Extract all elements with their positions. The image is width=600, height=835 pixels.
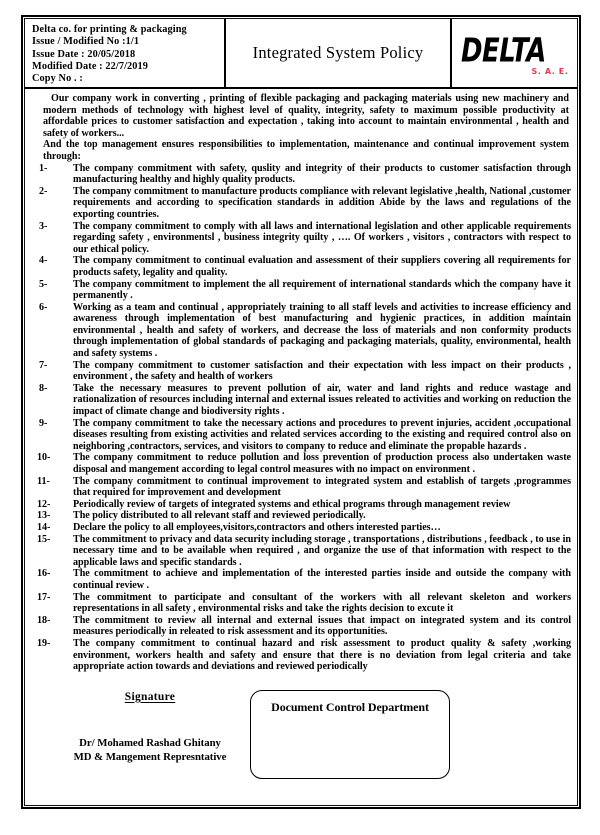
policy-item-number: 3- (39, 220, 48, 232)
header-modified-date: Modified Date : 22/7/2019 (32, 60, 149, 72)
policy-item-text: The company commitment with safety, quslity and integrity of their products to customer satisfaction through manufacturing healthy and highly quality products. (73, 162, 571, 186)
document-page (24, 18, 578, 806)
policy-item-text: The company commitment to implement the all requirement of international standards which the company have it permanently . (73, 278, 571, 302)
management-responsibility-line: And the top management ensures responsibilities to implementation, maintenance and continual improvement system through: (43, 139, 569, 162)
header-copy-no: Copy No . : (32, 73, 83, 85)
signer-name: Dr/ Mohamed Rashad Ghitany (79, 736, 221, 749)
policy-item-number: 1- (39, 162, 48, 174)
policy-item-number: 6- (39, 301, 48, 313)
policy-item-number: 4- (39, 255, 48, 267)
header-company-identity-cell (25, 19, 226, 87)
policy-item-text: Declare the policy to all employees,visitors,contractors and others interested parties… (73, 521, 441, 533)
policy-item-number: 17- (37, 591, 51, 603)
header-logo-cell (452, 19, 577, 87)
policy-item (31, 302, 571, 360)
signature-block (45, 687, 255, 764)
header-title-cell (226, 19, 452, 87)
policy-item-number: 14- (37, 521, 51, 533)
policy-item-text: The company commitment to continual improvement to integrated system and establish of targets ,programmes that required for improvement and development (73, 475, 571, 499)
policy-item-text: Take the necessary measures to prevent pollution of air, water and land rights and reduce wastage and rationalization of resources including internal and external issues releated to activities and working on reduction the impact of climate change and biodiversity rights . (73, 382, 571, 418)
policy-item (31, 383, 571, 418)
policy-item (31, 522, 571, 534)
policy-item (31, 452, 571, 475)
policy-item (31, 534, 571, 569)
policy-item (31, 568, 571, 591)
policy-item (31, 418, 571, 453)
header-company-name: Delta co. for printing & packaging (32, 24, 187, 35)
policy-item-text: The commitment to review all internal and external issues that impact on integrated system and its control measures periodically in releated to risk assessment and its opportunities. (73, 614, 571, 638)
document-control-department-title: Document Control Department (271, 699, 429, 714)
policy-item (31, 221, 571, 256)
policy-item (31, 615, 571, 638)
policy-item-text: The company commitment to continual evaluation and assessment of their suppliers covering all requirements for products safety, legality and quality. (73, 255, 571, 278)
document-header-table (25, 19, 577, 89)
intro-paragraph: Our company work in converting , printing of flexible packaging and packaging materials using new machinery and modern methods of technology with highest level of quality, integrity, safety to maximum possible productivity at affordable prices to customer satisfaction and expectation , taking into account to maintain environmental , health and safety of workers... (43, 93, 569, 139)
policy-item-number: 10- (37, 452, 51, 464)
policy-item-number: 16- (37, 568, 51, 580)
policy-item-text: The commitment to achieve and implementation of the interested parties inside and outside the company with continual review . (73, 568, 571, 591)
policy-item (31, 360, 571, 383)
signature-label: Signature (124, 690, 176, 703)
policy-item-number: 9- (39, 417, 48, 429)
policy-item-number: 15- (37, 533, 51, 545)
policy-item (31, 186, 571, 221)
policy-item (31, 476, 571, 499)
policy-item-text: The company commitment to customer satisfaction and their expectation with less impact on their products , environment , the safety and health of workers (73, 359, 571, 383)
policy-item (31, 255, 571, 278)
policy-item (31, 499, 571, 511)
policy-item-text: The commitment to participate and consultant of the workers with all relevant skeleton and workers representations in all safety , environmental risks and take the rights decision to excute it (73, 591, 571, 615)
policy-item (31, 592, 571, 615)
policy-item-text: The policy distributed to all relevant staff and reviewed periodically. (73, 510, 366, 522)
header-issue-date: Issue Date : 20/05/2018 (32, 48, 136, 60)
policy-item-number: 13- (37, 510, 51, 522)
document-body (25, 89, 577, 797)
document-control-department-box (250, 690, 450, 779)
document-footer (31, 687, 571, 797)
policy-item (31, 638, 571, 673)
policy-item-text: Working as a team and continual , appropriately training to all staff levels and activities to increase efficiency and awareness through implementation of best manufacturing and hygienic practices, in addition maintain environmental , health and safety of workers, and decrease the loss of materials and non conformity products through implementation of global standards of packaging and packaging materials, quality, environmental, health and safety systems . (73, 301, 571, 360)
policy-item-text: Periodically review of targets of integrated systems and ethical programs through management review (73, 498, 511, 510)
policy-item-number: 2- (39, 185, 48, 197)
policy-item-text: The commitment to privacy and data security including storage , transportations , distributions , feedback , to use in necessary time and to be available when required , and organize the use of that information with respect to the applicable laws and specific standards . (73, 533, 571, 568)
policy-item (31, 279, 571, 302)
header-issue-modified-no: Issue / Modified No :1/1 (32, 36, 140, 48)
policy-item-number: 5- (39, 278, 48, 290)
policy-item (31, 163, 571, 186)
delta-logo (459, 30, 571, 76)
policy-item-number: 18- (37, 614, 51, 626)
policy-item-text: The company commitment to continual hazard and risk assessment to product quality & safety ,working environment, workers health and safety and ensure that there is no deviation from legal criteria and take appropriate action towards and deviations and reviewed periodically (73, 637, 571, 673)
policy-item-number: 19- (37, 637, 51, 649)
delta-wordmark: DELTA (460, 32, 546, 70)
signer-role: MD & Mangement Represntative (73, 750, 227, 763)
policy-item-number: 12- (37, 498, 51, 510)
policy-item-text: The company commitment to reduce pollution and loss prevention of production process also undertaken waste disposal and mangement according to legal control measures with no impact on environment . (73, 452, 571, 475)
policy-commitment-list (31, 163, 571, 673)
page-title: Integrated System Policy (252, 43, 424, 62)
policy-item-text: The company commitment to take the necessary actions and procedures to prevent injuries, accident ,occupational diseases resulting from existing activities and related services according to the existing and required control also on neighboring ,contractors, services, and visitors to company to reduce and eliminate the propable hazards . (73, 417, 571, 452)
delta-sae-suffix: S. A. E. (531, 67, 569, 76)
policy-item-text: The company commitment to comply with all laws and international legislation and other applicable requirements regarding safety , environmentsl , business integrity quilty , …. Of workers , visitors , contractors with respect to our ethical policy. (73, 220, 571, 255)
policy-item-number: 7- (39, 359, 48, 371)
policy-item (31, 510, 571, 522)
policy-item-number: 11- (37, 475, 50, 487)
policy-item-number: 8- (39, 382, 48, 394)
policy-item-text: The company commitment to manufacture products compliance with relevant legislative ,health, National ,customer requirements and according to specification standards in addition Abide by the laws and regulations of the exporting countries. (73, 185, 571, 220)
